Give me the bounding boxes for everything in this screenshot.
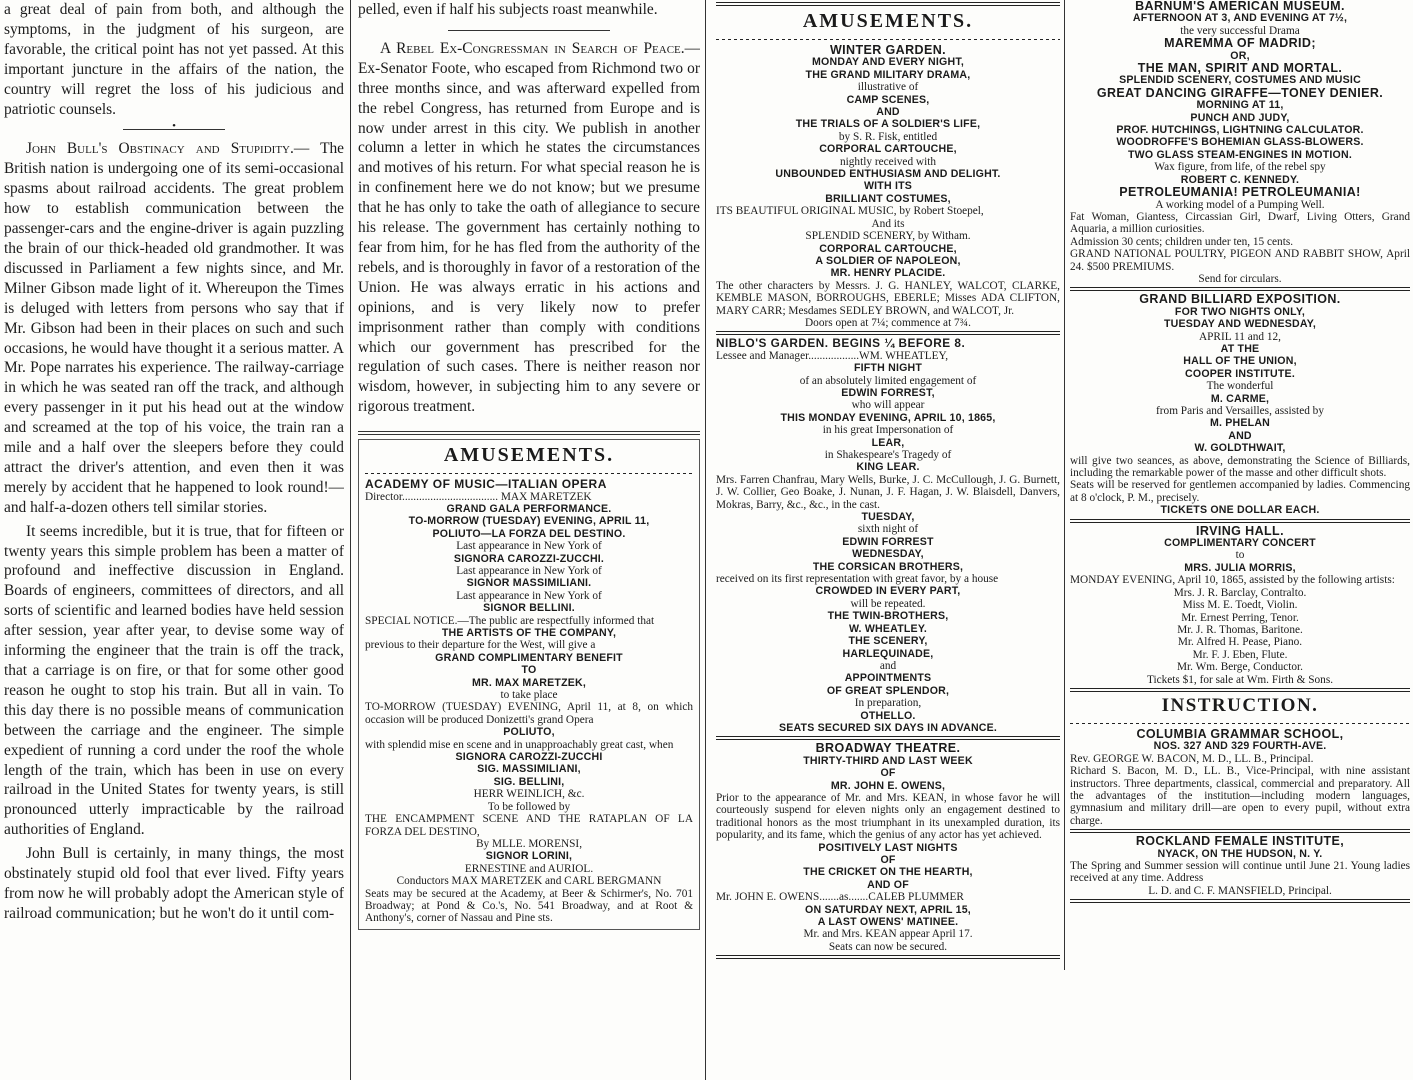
ad-line: OF bbox=[880, 767, 896, 780]
ad-line: AND bbox=[876, 106, 900, 119]
bottom-rule bbox=[1070, 899, 1410, 903]
ad-line: MONDAY EVENING, April 10, 1865, assisted by the following artists: bbox=[1070, 574, 1395, 587]
ad-line: SIGNOR LORINI, bbox=[485, 850, 573, 863]
ad-line: Doors open at 7¼; commence at 7¾. bbox=[805, 316, 971, 329]
billiard-exposition-ad bbox=[1070, 293, 1410, 516]
divider bbox=[716, 736, 1060, 740]
ad-line: nightly received with bbox=[840, 155, 936, 168]
ad-line: from Paris and Versailles, assisted by bbox=[1156, 405, 1324, 417]
barnum-museum-ad bbox=[1070, 0, 1410, 285]
ad-line: THE CORSICAN BROTHERS, bbox=[812, 560, 964, 573]
ad-line: TO-MORROW (TUESDAY) EVENING, April 11, at 8, on which occasion will be produced Donizetti's grand Opera bbox=[365, 701, 693, 726]
ad-line: ITS BEAUTIFUL ORIGINAL MUSIC, by Robert Stoepel, bbox=[716, 205, 984, 218]
paragraph-heading: John Bull's Obstinacy and Stupidity.— bbox=[26, 140, 310, 158]
ad-line: SIGNOR BELLINI. bbox=[483, 602, 575, 615]
paragraph-body: The British nation is undergoing one of its semi-occasional spasms about railroad accidents. The great problem how to establish communication between the passenger-cars and the engine-driver is again puzzling the brain of our thick-headed old grandmother. It was discussed in Parliament a few nights since, and Mr. Milner Gibson made light of it. Whereupon the Times is deluged with letters from persons who say that if Mr. Gibson had been in their places on such and such occasions, he would have thought it a serious matter. A Mr. Pope narrates his experience. The railway-carriage in which he was seated ran off the track, and although every passenger in it put his head out at the window and screamed at the top of his voice, the train ran a mile and a half over the sleepers before they could attract the driver's attention, and even then it was merely by accident that he happened to look round!—and half-a-dozen others tell similar stories. bbox=[4, 140, 344, 516]
ad-line: GRAND COMPLIMENTARY BENEFIT bbox=[435, 651, 623, 664]
ad-line: COLUMBIA GRAMMAR SCHOOL, bbox=[1136, 726, 1344, 741]
ad-line: with splendid mise en scene and in unapproachably great cast, when bbox=[365, 738, 674, 751]
ad-line: SPLENDID SCENERY, by Witham. bbox=[805, 230, 971, 243]
ad-line: The wonderful bbox=[1206, 380, 1274, 393]
paragraph-top: a great deal of pain from both, and although the symptoms, in the judgment of his surgeon, are favorable, the critical point has not yet passed. At this important juncture in the affairs of the nation, the country will regret the loss of his judicious and patriotic counsels. bbox=[4, 1, 344, 118]
ad-line: COMPLIMENTARY CONCERT bbox=[1164, 537, 1316, 550]
ad-line: THE MAN, SPIRIT AND MORTAL. bbox=[1137, 61, 1343, 76]
paragraph-john-bull bbox=[4, 139, 344, 517]
ad-line: SIGNOR MASSIMILIANI. bbox=[466, 577, 592, 590]
advertisements-column bbox=[1070, 0, 1410, 970]
ad-line: OR, bbox=[1230, 49, 1250, 62]
ad-line: TWO GLASS STEAM-ENGINES IN MOTION. bbox=[1128, 148, 1352, 161]
ad-line: APPOINTMENTS bbox=[844, 672, 932, 685]
ad-line: Miss M. E. Toedt, Violin. bbox=[1182, 599, 1298, 612]
ad-line: THE GRAND MILITARY DRAMA, bbox=[805, 68, 971, 81]
ad-line: HALL OF THE UNION, bbox=[1183, 355, 1297, 368]
ad-line: M. PHELAN bbox=[1209, 417, 1271, 430]
ad-line: OTHELLO. bbox=[860, 709, 916, 722]
ad-line: Last appearance in New York of bbox=[456, 540, 602, 553]
ad-line: MR. HENRY PLACIDE. bbox=[830, 267, 946, 280]
academy-title: ACADEMY OF MUSIC—ITALIAN OPERA bbox=[365, 477, 607, 492]
paragraph-top: pelled, even if half his subjects roast meanwhile. bbox=[358, 1, 658, 18]
divider bbox=[1070, 519, 1410, 523]
divider bbox=[716, 331, 1060, 335]
ad-line: To be followed by bbox=[487, 800, 571, 813]
ad-line: OF bbox=[880, 854, 896, 866]
ad-line: Conductors MAX MARETZEK and CARL BERGMANN bbox=[396, 875, 662, 888]
ad-line: THE CRICKET ON THE HEARTH, bbox=[803, 866, 973, 879]
ad-line: in his great Impersonation of bbox=[822, 424, 954, 437]
rockland-institute-ad bbox=[1070, 835, 1410, 897]
ad-line: to take place bbox=[500, 689, 558, 702]
ad-line: And its bbox=[871, 217, 905, 230]
ad-line: SIGNORA CAROZZI-ZUCCHI bbox=[455, 751, 603, 764]
ad-line: WEDNESDAY, bbox=[852, 548, 924, 561]
irving-hall-ad bbox=[1070, 525, 1410, 686]
ad-line: TUESDAY AND WEDNESDAY, bbox=[1164, 318, 1316, 331]
ad-line: Last appearance in New York of bbox=[456, 589, 602, 602]
ad-line: AND OF bbox=[867, 878, 909, 891]
ad-line: KING LEAR. bbox=[856, 461, 920, 474]
column-rule bbox=[1064, 0, 1065, 970]
bottom-rule bbox=[716, 955, 1060, 959]
ad-line: THE SCENERY, bbox=[848, 635, 928, 648]
section-divider bbox=[4, 123, 344, 135]
ad-line: GRAND NATIONAL POULTRY, PIGEON AND RABBIT SHOW, April 24. $500 PREMIUMS. bbox=[1070, 248, 1410, 273]
divider bbox=[1070, 688, 1410, 692]
ad-line: Mr. and Mrs. KEAN appear April 17. bbox=[803, 928, 973, 941]
ad-line: NOS. 327 AND 329 FOURTH-AVE. bbox=[1153, 740, 1327, 753]
ad-line: sixth night of bbox=[857, 523, 919, 536]
ad-line: L. D. and C. F. MANSFIELD, Principal. bbox=[1148, 884, 1332, 897]
divider bbox=[1070, 720, 1410, 726]
columbia-school-ad bbox=[1070, 728, 1410, 827]
ad-line: Mr. F. J. Eben, Flute. bbox=[1192, 648, 1288, 661]
ad-line: CORPORAL CARTOUCHE, bbox=[819, 242, 957, 255]
niblos-garden-ad bbox=[716, 350, 1060, 735]
ad-line: The other characters by Messrs. J. G. HANLEY, WALCOT, CLARKE, KEMBLE MASON, BORROUGHS, EBERLE; Misses ADA CLIFTON, MARY CARR; Mesdames SEDLEY BROWN, and WALCOT, Jr. bbox=[716, 279, 1060, 317]
ad-line: THE TWIN-BROTHERS, bbox=[827, 610, 949, 623]
ad-line: AND bbox=[1228, 429, 1252, 442]
ad-line: M. CARME, bbox=[1210, 392, 1270, 405]
ad-line: previous to their departure for the West, will give a bbox=[365, 639, 596, 652]
ad-line: ERNESTINE and AURIOL. bbox=[464, 862, 594, 875]
ad-line: Seats will be reserved for gentlemen accompanied by ladies. Commencing at 8 o'clock, P. M., precisely. bbox=[1070, 479, 1410, 504]
academy-lines bbox=[365, 491, 693, 925]
ad-line: CROWDED IN EVERY PART, bbox=[815, 585, 961, 598]
amusements-heading: AMUSEMENTS. bbox=[443, 444, 615, 467]
ad-line: NYACK, ON THE HUDSON, N. Y. bbox=[1157, 847, 1323, 860]
ad-line: SIG. MASSIMILIANI, bbox=[477, 763, 581, 776]
ad-line: LEAR, bbox=[871, 436, 905, 449]
ad-line: FOR TWO NIGHTS ONLY, bbox=[1174, 305, 1306, 318]
winter-garden-ad bbox=[716, 44, 1060, 329]
ad-line: who will appear bbox=[851, 399, 925, 412]
ad-line: Mr. Ernest Perring, Tenor. bbox=[1181, 611, 1299, 624]
ad-line: APRIL 11 and 12, bbox=[1198, 330, 1281, 343]
ad-line: Tickets $1, for sale at Wm. Firth & Sons. bbox=[1146, 673, 1334, 686]
ad-line: SIGNORA CAROZZI-ZUCCHI. bbox=[453, 552, 605, 565]
ad-line: TO-MORROW (TUESDAY) EVENING, APRIL 11, bbox=[408, 515, 650, 528]
ad-line: GREAT DANCING GIRAFFE—TONEY DENIER. bbox=[1096, 85, 1384, 100]
editorial-column-middle bbox=[358, 0, 700, 1080]
ad-line: Seats can now be secured. bbox=[828, 940, 948, 953]
ad-line: A LAST OWENS' MATINEE. bbox=[817, 916, 959, 929]
editorial-column-left bbox=[4, 0, 344, 924]
ad-line: MR. MAX MARETZEK, bbox=[471, 676, 587, 689]
broadway-theatre-ad bbox=[716, 742, 1060, 953]
ad-line: TICKETS ONE DOLLAR EACH. bbox=[1160, 504, 1320, 517]
instruction-heading: INSTRUCTION. bbox=[1161, 694, 1319, 716]
ad-line: ROCKLAND FEMALE INSTITUTE, bbox=[1135, 834, 1345, 849]
ad-line: CAMP SCENES, bbox=[846, 93, 930, 106]
ad-line: received on its first representation with great favor, by a house bbox=[716, 573, 999, 586]
ad-line: by S. R. Fisk, entitled bbox=[838, 130, 938, 143]
ad-line: AFTERNOON AT 3, AND EVENING AT 7½, bbox=[1132, 12, 1348, 25]
ad-line: The Spring and Summer session will continue until June 21. Young ladies received at any time. Address bbox=[1070, 860, 1410, 885]
ad-line: of an absolutely limited engagement of bbox=[799, 374, 977, 387]
ad-line: FIFTH NIGHT bbox=[853, 362, 923, 375]
ad-line: TUESDAY, bbox=[861, 511, 915, 524]
ad-line: Admission 30 cents; children under ten, 15 cents. bbox=[1070, 235, 1294, 248]
ad-line: HARLEQUINADE, bbox=[842, 647, 934, 660]
ad-line: PROF. HUTCHINGS, LIGHTNING CALCULATOR. bbox=[1116, 124, 1364, 137]
ad-line: ROBERT C. KENNEDY. bbox=[1180, 173, 1300, 186]
ad-line: UNBOUNDED ENTHUSIASM AND DELIGHT. bbox=[775, 168, 1001, 181]
ad-line: BARNUM'S AMERICAN MUSEUM. bbox=[1135, 0, 1345, 13]
ad-line: A working model of a Pumping Well. bbox=[1155, 198, 1325, 211]
ad-line: SIG. BELLINI, bbox=[493, 775, 565, 788]
paragraph-heading: A Rebel Ex-Congressman in Search of Peace. bbox=[380, 39, 685, 57]
ad-line: GRAND BILLIARD EXPOSITION. bbox=[1139, 292, 1341, 307]
ad-line: THE TRIALS OF A SOLDIER'S LIFE, bbox=[795, 118, 981, 131]
ad-line: Prior to the appearance of Mr. and Mrs. KEAN, in whose favor he will courteously suspend for eleven nights only an engagement destined to traditional honors as the most triumphant in its unexampled duration, its popularity, and its fame, which the genius of any actor has yet achieved. bbox=[716, 791, 1060, 842]
divider bbox=[1070, 829, 1410, 833]
column-rule bbox=[705, 0, 706, 1080]
top-rule bbox=[716, 2, 1060, 6]
ad-line: THIRTY-THIRD AND LAST WEEK bbox=[803, 754, 973, 767]
ad-line: SEATS SECURED SIX DAYS IN ADVANCE. bbox=[778, 721, 998, 734]
amusements-column bbox=[716, 0, 1060, 970]
ad-line: PETROLEUMANIA! PETROLEUMANIA! bbox=[1119, 185, 1361, 200]
ad-line: MR. JOHN E. OWENS, bbox=[830, 779, 946, 792]
ad-line: Mrs. Farren Chanfrau, Mary Wells, Burke, J. C. McCullough, J. G. Burnett, J. W. Collier, Geo Boake, J. Nunan, J. F. Hagan, J. W. Blaisdell, Danvers, Mokras, Barry, &c., &c., in the cast. bbox=[716, 473, 1060, 511]
ad-line: Director.................................. MAX MARETZEK bbox=[365, 490, 592, 503]
ad-line: MONDAY AND EVERY NIGHT, bbox=[812, 56, 964, 69]
ad-line: THIS MONDAY EVENING, APRIL 10, 1865, bbox=[780, 411, 996, 424]
ad-line: SPLENDID SCENERY, COSTUMES AND MUSIC bbox=[1119, 74, 1361, 87]
ad-line: BROADWAY THEATRE. bbox=[815, 741, 961, 756]
ad-line: COOPER INSTITUTE. bbox=[1185, 367, 1295, 380]
paragraph-rebel bbox=[358, 39, 700, 417]
ad-line: EDWIN FORREST, bbox=[841, 386, 935, 399]
editorial-text bbox=[358, 0, 700, 417]
ad-line: By MLLE. MORENSI, bbox=[475, 837, 583, 850]
ad-line: PUNCH AND JUDY, bbox=[1190, 111, 1290, 124]
divider bbox=[365, 470, 693, 476]
ad-line: TO bbox=[521, 664, 537, 677]
ad-line: ON SATURDAY NEXT, APRIL 15, bbox=[805, 903, 971, 916]
ad-line: Mr. Alfred H. Pease, Piano. bbox=[1177, 636, 1303, 649]
paragraph-incredible: It seems incredible, but it is true, that for fifteen or twenty years this simple problem has been a matter of profound and ineffective discussion in England. Boards of engineers, committees of directors, and all sorts of scientific and learned bodies have held session after session, year after year, to devise some way of informing the engineer that the train is off the track, that a carriage is on fire, or that for some other good reason he ought to stop his train. But all in vain. To this day there is no possible means of communication between the carriage and the engineer. The simple expedient of running a cord under the roof the whole length of the train, which has been in use on every railroad in the United States for twenty years, is still pronounced utterly impracticable by the railroad authorities of England. bbox=[4, 522, 344, 839]
ad-line: Fat Woman, Giantess, Circassian Girl, Dwarf, Living Otters, Grand Aquaria, a million curiosities. bbox=[1070, 210, 1410, 236]
ad-line: Rev. GEORGE W. BACON, M. D., LL. B., Principal. bbox=[1070, 752, 1314, 765]
ad-line: Lessee and Manager..................WM. WHEATLEY, bbox=[716, 349, 949, 362]
ad-line: Wax figure, from life, of the rebel spy bbox=[1154, 161, 1326, 174]
ad-line: MRS. JULIA MORRIS, bbox=[1184, 561, 1296, 574]
column-rule bbox=[350, 0, 351, 1080]
ad-line: illustrative of bbox=[857, 81, 919, 94]
ad-line: in Shakespeare's Tragedy of bbox=[824, 449, 952, 461]
ad-line: Mr. JOHN E. OWENS.......as.......CALEB PLUMMER bbox=[716, 891, 964, 904]
ad-line: GRAND GALA PERFORMANCE. bbox=[446, 502, 612, 515]
ad-line: and bbox=[879, 659, 897, 672]
ad-line: MAREMMA OF MADRID; bbox=[1164, 36, 1316, 51]
section-rule bbox=[358, 431, 700, 435]
ad-line: W. WHEATLEY. bbox=[848, 622, 928, 635]
ad-line: THE ENCAMPMENT SCENE AND THE RATAPLAN OF LA FORZA DEL DESTINO, bbox=[365, 813, 693, 838]
ad-line: WOODROFFE'S BOHEMIAN GLASS-BLOWERS. bbox=[1116, 136, 1364, 149]
amusements-heading: AMUSEMENTS. bbox=[802, 10, 974, 32]
paragraph-obstinate: John Bull is certainly, in many things, the most obstinately stupid old fool that ever lived. Fifty years from now he will probably adopt the American style of railroad communication; but he won't do it until com- bbox=[4, 845, 344, 922]
ad-line: will be repeated. bbox=[850, 597, 926, 610]
ad-line: WINTER GARDEN. bbox=[829, 43, 946, 57]
ad-line: Last appearance in New York of bbox=[456, 564, 602, 577]
ad-line: the very successful Drama bbox=[1180, 24, 1300, 37]
ad-line: HERR WEINLICH, &c. bbox=[473, 788, 585, 801]
ad-line: A SOLDIER OF NAPOLEON, bbox=[815, 254, 961, 267]
ad-line: to bbox=[1235, 549, 1245, 562]
ad-line: WITH ITS bbox=[863, 180, 913, 193]
niblo-title: NIBLO'S GARDEN. BEGINS ¼ BEFORE 8. bbox=[716, 336, 966, 351]
ad-line: Mr. J. R. Thomas, Baritone. bbox=[1177, 623, 1303, 636]
paragraph-body: —Ex-Senator Foote, who escaped from Richmond two or three months since, and was afterward expelled from the rebel Congress, has returned from Europe and is now under arrest in this city. We publish in another column a letter in which he states the circumstances and motives of his return. For what special reason he is in confinement here we do not know; but we presume that he has only to take the oath of allegiance to secure his release. The government has certainly nothing to fear from him, for he has fled from the authority of the rebels, and is thoroughly in favor of a restoration of the Union. He was always erratic in his actions and opinions, and is very likely now to prefer imprisonment rather than comply with conditions which our government has prescribed for the regulation of such cases. There is neither reason nor wisdom, however, in subjecting him to any severe or rigorous treatment. bbox=[358, 39, 700, 416]
ad-line: AT THE bbox=[1220, 342, 1260, 355]
divider bbox=[716, 36, 1060, 42]
ad-line: IRVING HALL. bbox=[1196, 523, 1284, 538]
ad-line: POSITIVELY LAST NIGHTS bbox=[818, 841, 958, 854]
ad-line: THE ARTISTS OF THE COMPANY, bbox=[441, 627, 617, 639]
ad-line: Send for circulars. bbox=[1198, 272, 1282, 285]
ad-line: EDWIN FORREST bbox=[842, 535, 934, 548]
ad-line: SPECIAL NOTICE.—The public are respectfully informed that bbox=[365, 614, 655, 627]
ad-line: Mr. Wm. Berge, Conductor. bbox=[1176, 661, 1304, 674]
ad-line: Richard S. Bacon, M. D., LL. B., Vice-Principal, with nine assistant instructors. Three departments, classical, commercial and preparatory. All the advantages of the institution—including modern languages, gymnasium and military drill—are open to every pupil, without extra charge. bbox=[1070, 765, 1410, 827]
ad-line: MORNING AT 11, bbox=[1196, 99, 1284, 112]
ad-line: POLIUTO, bbox=[503, 726, 555, 739]
section-divider bbox=[448, 30, 610, 31]
ad-line: BRILLIANT COSTUMES, bbox=[825, 192, 951, 205]
ad-line: Mrs. J. R. Barclay, Contralto. bbox=[1173, 586, 1307, 599]
divider bbox=[1070, 287, 1410, 291]
ad-line: will give two seances, as above, demonstrating the Science of Billiards, including the remarkable power of the masse and other difficult shots. bbox=[1070, 454, 1410, 480]
ad-line: W. GOLDTHWAIT, bbox=[1194, 442, 1286, 455]
ad-line: POLIUTO—LA FORZA DEL DESTINO. bbox=[432, 527, 626, 540]
ad-line: In preparation, bbox=[854, 697, 922, 710]
ad-line: Seats may be secured at the Academy, at Beer & Schirmer's, No. 701 Broadway; at Pond & Co.'s, No. 541 Broadway, and at Root & Anthony's, corner of Nassau and Pine sts. bbox=[365, 887, 693, 925]
ad-line: OF GREAT SPLENDOR, bbox=[826, 684, 950, 697]
amusements-academy-ad bbox=[358, 439, 700, 930]
ad-line: CORPORAL CARTOUCHE, bbox=[819, 143, 957, 156]
